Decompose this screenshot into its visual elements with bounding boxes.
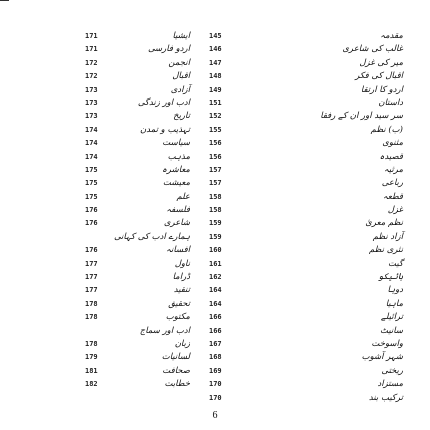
corner-mark: [0, 0, 9, 6]
index-entry-title: اردو کا ارتقا: [360, 84, 403, 95]
index-page-number: 151: [209, 98, 222, 107]
index-page-number: 145: [209, 32, 222, 40]
index-entry-title: شہر آشوب: [361, 352, 403, 363]
index-page-number: 178: [85, 299, 98, 308]
index-row: [30, 378, 210, 391]
index-entry-title: انجمن: [168, 57, 190, 68]
index-row: [209, 298, 407, 311]
index-row: [209, 284, 407, 297]
index-row: [30, 43, 210, 56]
index-row: [30, 191, 210, 204]
index-row: [30, 151, 210, 164]
index-row: [209, 231, 407, 244]
index-entry-title: آزاد نظم: [372, 231, 403, 242]
index-page-number: 174: [85, 152, 98, 161]
index-entry-title: نثری نظم: [369, 245, 403, 256]
index-page-number: 159: [209, 219, 222, 228]
index-page-number: 167: [209, 339, 222, 348]
index-entry-title: رباعی: [381, 178, 403, 189]
index-entry-title: معیشت: [162, 178, 190, 189]
index-page-number: 174: [85, 125, 98, 134]
index-page-number: 176: [85, 246, 98, 255]
index-page-number: 157: [209, 165, 222, 174]
index-row: [209, 271, 407, 284]
index-row: [209, 124, 407, 137]
index-row: [209, 84, 407, 97]
index-page-number: 173: [85, 112, 98, 121]
index-page-number: 178: [85, 313, 98, 322]
index-entry-title: ادب اور زندگی: [137, 97, 190, 108]
index-entry-title: تہذیب و تمدن: [139, 124, 190, 135]
index-row: [209, 258, 407, 271]
index-row: [30, 177, 210, 190]
index-page-number: 172: [85, 72, 98, 81]
index-entry-title: اقبال کی فکر: [355, 71, 403, 82]
index-row: [30, 244, 210, 257]
index-page-number: 179: [85, 353, 98, 362]
index-entry-title: ترکیب بند: [368, 392, 403, 403]
index-entry-title: تحقیق: [168, 298, 190, 309]
index-entry-title: غالب کی شاعری: [342, 44, 403, 55]
index-page-number: 157: [209, 179, 222, 188]
index-entry-title: مثنوی: [382, 138, 403, 149]
page-number: 6: [212, 410, 218, 421]
index-page-number: 175: [85, 165, 98, 174]
index-entry-title: شاعری: [163, 218, 190, 229]
index-page-number: 160: [209, 246, 222, 255]
index-row: [30, 284, 210, 297]
index-column-left: [30, 30, 210, 392]
index-row: [30, 325, 210, 338]
index-row: [209, 97, 407, 110]
index-row: [30, 124, 210, 137]
index-page-number: 181: [85, 366, 98, 375]
index-row: [30, 97, 210, 110]
index-page-number: 164: [209, 299, 222, 308]
index-page-number: 178: [85, 339, 98, 348]
index-page-number: 156: [209, 139, 222, 148]
index-row: [30, 298, 210, 311]
index-page-number: 166: [209, 326, 222, 335]
index-page-number: 169: [209, 366, 222, 375]
index-row: [209, 392, 407, 405]
index-entry-title: قصیدہ: [379, 151, 403, 162]
index-row: [209, 30, 407, 43]
index-entry-title: سانیٹ: [380, 325, 403, 336]
index-entry-title: فلسفہ: [166, 205, 190, 216]
index-row: [30, 338, 210, 351]
index-row: [30, 258, 210, 271]
index-entry-title: سیاست: [162, 138, 190, 149]
index-page-number: 170: [209, 393, 222, 402]
index-page-number: 159: [209, 232, 222, 241]
index-entry-title: تاریخ: [173, 111, 190, 122]
index-entry-title: صحافت: [162, 365, 190, 376]
index-entry-title: لسانیات: [161, 352, 190, 363]
index-page-number: 156: [209, 152, 222, 161]
index-page-number: 176: [85, 206, 98, 215]
index-page-number: 176: [85, 219, 98, 228]
index-page-number: 171: [85, 45, 98, 54]
index-entry-title: داستان: [378, 97, 403, 108]
index-entry-title: قطعہ: [382, 191, 403, 202]
index-entry-title: مقدمہ: [380, 31, 403, 41]
index-entry-title: غزل: [387, 205, 403, 216]
index-entry-title: آزادی: [170, 84, 190, 95]
index-entry-title: مذہب: [167, 151, 190, 162]
index-page-number: 177: [85, 286, 98, 295]
index-row: [209, 164, 407, 177]
index-page-number: 177: [85, 273, 98, 282]
index-row: [209, 191, 407, 204]
index-entry-title: ہائیکو: [378, 272, 403, 283]
index-row: [209, 365, 407, 378]
index-row: [209, 244, 407, 257]
index-entry-title: سر سید اور ان کے رفقا: [320, 111, 403, 122]
index-entry-title: ریختی: [381, 365, 403, 376]
index-entry-title: مستزاد: [377, 379, 403, 390]
index-entry-title: ناول: [174, 258, 190, 269]
index-row: [209, 338, 407, 351]
index-page-number: 149: [209, 85, 222, 94]
index-entry-title: معاشرہ: [161, 164, 190, 175]
index-row: [30, 365, 210, 378]
index-row: [30, 164, 210, 177]
index-page-number: 173: [85, 98, 98, 107]
index-entry-title: ادب اور سماج: [139, 325, 190, 336]
index-page-number: 182: [85, 380, 98, 389]
index-page-number: 148: [209, 72, 222, 81]
index-entry-title: تنقید: [173, 285, 190, 296]
index-row: [209, 57, 407, 70]
index-page-number: 170: [209, 380, 222, 389]
index-page-number: 158: [209, 192, 222, 201]
index-entry-title: ایشیا: [172, 31, 190, 41]
index-entry-title: ماہیا: [385, 298, 403, 309]
index-page-number: 171: [85, 32, 98, 40]
index-row: [209, 43, 407, 56]
index-row: [30, 351, 210, 364]
index-page-number: 174: [85, 139, 98, 148]
index-entry-title: ہمارے ادب کی کہانی: [113, 231, 190, 242]
index-page-number: 146: [209, 45, 222, 54]
index-row: [30, 204, 210, 217]
index-entry-title: اقبال: [172, 71, 190, 82]
index-entry-title: دوہا: [387, 285, 403, 296]
index-row: [209, 311, 407, 324]
index-entry-title: زبان: [174, 338, 190, 349]
index-row: [209, 177, 407, 190]
index-row: [209, 151, 407, 164]
index-entry-title: ترائیلے: [380, 312, 403, 323]
index-entry-title: نظم معریٰ: [365, 218, 403, 229]
index-entry-title: علم: [176, 191, 190, 202]
index-entry-title: ڈراما: [172, 272, 190, 283]
index-row: [209, 137, 407, 150]
index-page-number: 175: [85, 192, 98, 201]
index-entry-title: مرثیہ: [383, 164, 403, 175]
index-row: [30, 231, 210, 244]
index-row: [30, 271, 210, 284]
index-row: [30, 30, 210, 43]
index-entry-title: خطابت: [164, 379, 190, 390]
index-row: [209, 204, 407, 217]
index-page-number: 164: [209, 286, 222, 295]
index-entry-title: گیت: [388, 258, 403, 269]
index-page-number: 172: [85, 58, 98, 67]
index-page-number: 161: [209, 259, 222, 268]
index-row: [209, 110, 407, 123]
index-row: [209, 325, 407, 338]
index-page-number: 147: [209, 58, 222, 67]
index-entry-title: اردو فارسی: [147, 44, 190, 55]
index-row: [209, 217, 407, 230]
index-page-number: 175: [85, 179, 98, 188]
index-page-number: 177: [85, 259, 98, 268]
index-entry-title: افسانہ: [166, 245, 190, 256]
index-page-number: 173: [85, 85, 98, 94]
index-entry-title: مکتوب: [165, 312, 190, 323]
index-column-right: [209, 30, 407, 405]
index-row: [30, 217, 210, 230]
index-page-number: 152: [209, 112, 222, 121]
index-row: [209, 351, 407, 364]
index-row: [30, 311, 210, 324]
index-row: [30, 110, 210, 123]
index-page-number: 168: [209, 353, 222, 362]
index-row: [30, 84, 210, 97]
index-entry-title: واسوخت: [371, 338, 403, 349]
index-entry-title: میر کی غزل: [359, 57, 403, 68]
index-page-number: 155: [209, 125, 222, 134]
index-row: [30, 70, 210, 83]
index-page-number: 158: [209, 206, 222, 215]
index-entry-title: (ب) نظم: [370, 124, 403, 135]
index-row: [209, 70, 407, 83]
index-page-number: 166: [209, 313, 222, 322]
index-page-number: 162: [209, 273, 222, 282]
index-row: [30, 57, 210, 70]
index-row: [30, 137, 210, 150]
index-row: [209, 378, 407, 391]
